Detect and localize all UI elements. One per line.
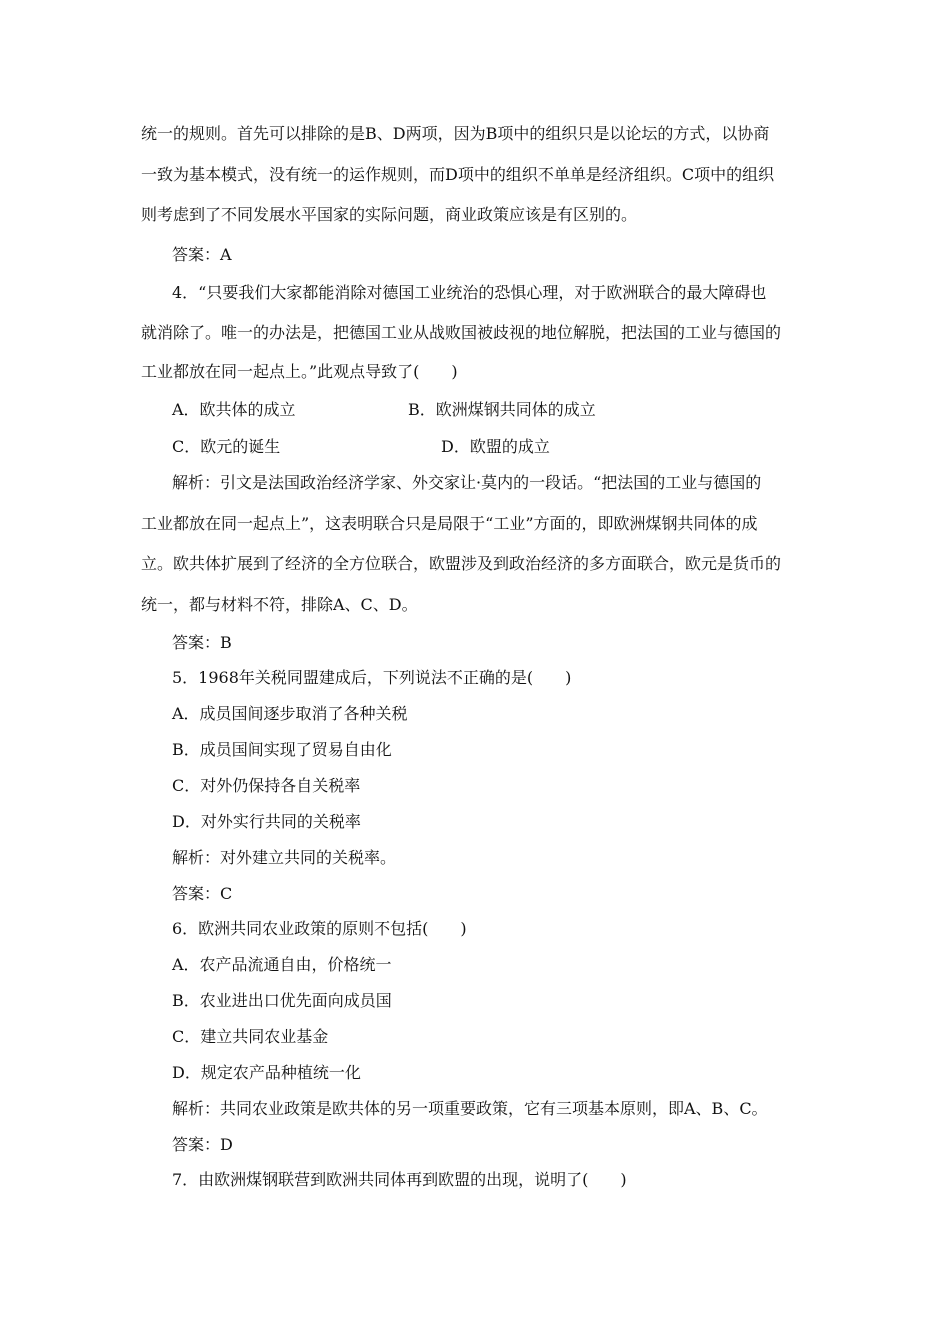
q5-explanation: 解析：对外建立共同的关税率。 — [172, 848, 397, 867]
q4-explanation-line-1: 解析：引文是法国政治经济学家、外交家让·莫内的一段话。“把法国的工业与德国的 — [172, 473, 762, 492]
q6-option-d: D．规定农产品种植统一化 — [172, 1063, 361, 1082]
q4-stem-line-1: 4．“只要我们大家都能消除对德国工业统治的恐惧心理，对于欧洲联合的最大障碍也 — [172, 283, 767, 302]
q4-explanation-line-4: 统一，都与材料不符，排除A、C、D。 — [141, 595, 418, 614]
q4-stem-line-2: 就消除了。唯一的办法是，把德国工业从战败国被歧视的地位解脱，把法国的工业与德国的 — [141, 323, 782, 342]
q6-explanation: 解析：共同农业政策是欧共体的另一项重要政策，它有三项基本原则，即A、B、C。 — [172, 1099, 768, 1118]
q6-stem: 6．欧洲共同农业政策的原则不包括( ) — [172, 919, 467, 938]
q4-option-d: D．欧盟的成立 — [441, 437, 550, 456]
q4-option-b: B．欧洲煤钢共同体的成立 — [408, 400, 596, 419]
q5-option-a: A．成员国间逐步取消了各种关税 — [172, 704, 408, 723]
q5-option-d: D．对外实行共同的关税率 — [172, 812, 361, 831]
q4-option-a: A．欧共体的成立 — [172, 400, 296, 419]
q5-answer: 答案：C — [172, 884, 233, 903]
q7-stem: 7．由欧洲煤钢联营到欧洲共同体再到欧盟的出现，说明了( ) — [172, 1170, 627, 1189]
q3-explanation-line-1: 统一的规则。首先可以排除的是B、D两项，因为B项中的组织只是以论坛的方式，以协商 — [141, 124, 770, 143]
q4-explanation-line-3: 立。欧共体扩展到了经济的全方位联合，欧盟涉及到政治经济的多方面联合，欧元是货币的 — [141, 554, 782, 573]
q5-option-c: C．对外仍保持各自关税率 — [172, 776, 361, 795]
q4-option-c: C．欧元的诞生 — [172, 437, 281, 456]
q5-option-b: B．成员国间实现了贸易自由化 — [172, 740, 392, 759]
q6-answer: 答案：D — [172, 1135, 233, 1154]
q6-option-c: C．建立共同农业基金 — [172, 1027, 329, 1046]
q3-answer: 答案：A — [172, 245, 232, 264]
q6-option-a: A．农产品流通自由，价格统一 — [172, 955, 392, 974]
q3-explanation-line-2: 一致为基本模式，没有统一的运作规则，而D项中的组织不单单是经济组织。C项中的组织 — [141, 165, 775, 184]
q3-explanation-line-3: 则考虑到了不同发展水平国家的实际问题，商业政策应该是有区别的。 — [141, 205, 638, 224]
q4-explanation-line-2: 工业都放在同一起点上”，这表明联合只是局限于“工业”方面的，即欧洲煤钢共同体的成 — [141, 514, 758, 533]
q4-stem-line-3: 工业都放在同一起点上。”此观点导致了( ) — [141, 362, 458, 381]
q6-option-b: B．农业进出口优先面向成员国 — [172, 991, 392, 1010]
q4-answer: 答案：B — [172, 633, 232, 652]
q5-stem: 5．1968年关税同盟建成后，下列说法不正确的是( ) — [172, 668, 572, 687]
